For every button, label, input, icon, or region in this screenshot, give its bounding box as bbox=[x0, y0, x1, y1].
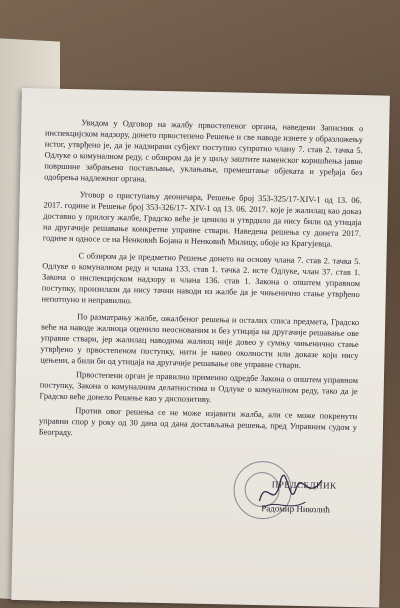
paragraph-3: С обзиром да је предметно Решење донето на основу члана 7. став 2. тачка 5. Одлуке о комуналном реду и члана 133. став 1. тачка 2. исте Одлуке, члан 37. став 1. Закона о инспекцијском надзору и члана 136. став 1. Закона о општем управном поступку, произилази да нису тачни наводи из жалбе да је чињенично стање утврђено непотпуно и неправилно. bbox=[41, 251, 361, 306]
paragraph-5: Првостепени орган је правилно применио одредбе Закона о општем управном поступку, Закона о комуналним делатностима и Одлуке о комуналном реду, тако да је Градско веће донело Решење као у диспозитиву. bbox=[39, 370, 359, 405]
paragraph-1: Увидом у Одговор на жалбу првостепеног органа, наведени Записник о инспекцијском надзору, донето првостепено Решење и све наводе изнете у образложењу истог, утврђено је, да је надзирани субјект поступио супротно члану 7. став 2. тачка 5. Одлуке о комуналном реду, с обзиром да је у циљу заштите наменског коришћења јавне површине забрањено постављање, уклањање, премештање објеката и уређаја без одобрења надлежног органа. bbox=[44, 118, 364, 184]
document-page bbox=[11, 88, 390, 608]
paragraph-2: Уговор о приступању деоничара, Решење број 353-325/17-XIV-1 од 13. 06. 2017. године и Решење број 353-326/17- XIV-1 од 13. 06. 2017. које је жалилац као доказ доставио у прилогу жалбе, Градско веће је ценило и утврдило да нису били од утицаја на другачије решавање конкретне управне ствари. Наведена решења су донета 2017. године и односе се на Ненковић Бојана и Ненковић Милицу, обоје из Крагујевца. bbox=[42, 190, 362, 249]
document-body bbox=[39, 116, 364, 447]
paragraph-6: Против овог решења се не може изјавити жалба, али се може покренути управни спор у року од 30 дана од дана достављања решења, пред Управним судом у Београду. bbox=[38, 406, 358, 438]
paragraph-4: По разматрању жалбе, ожалбеног решења и осталих списа предмета, Градско веће на наводе жалиоца оценило неоснованим и без утицаја на другачије решавање ове управне ствари, јер жалилац наводима жалиоц није довео у сумњу чињенично стање утврђено у првостепеном поступку, нити је навео околности или доказе који нису цењени, а били би од утицаја на другачије решавање ове управне ствари. bbox=[40, 312, 360, 370]
signature-title: ПРЕДСЕДНИК bbox=[271, 479, 337, 491]
signature-name: Радомир Николић bbox=[261, 503, 330, 515]
signature-block bbox=[233, 461, 355, 543]
